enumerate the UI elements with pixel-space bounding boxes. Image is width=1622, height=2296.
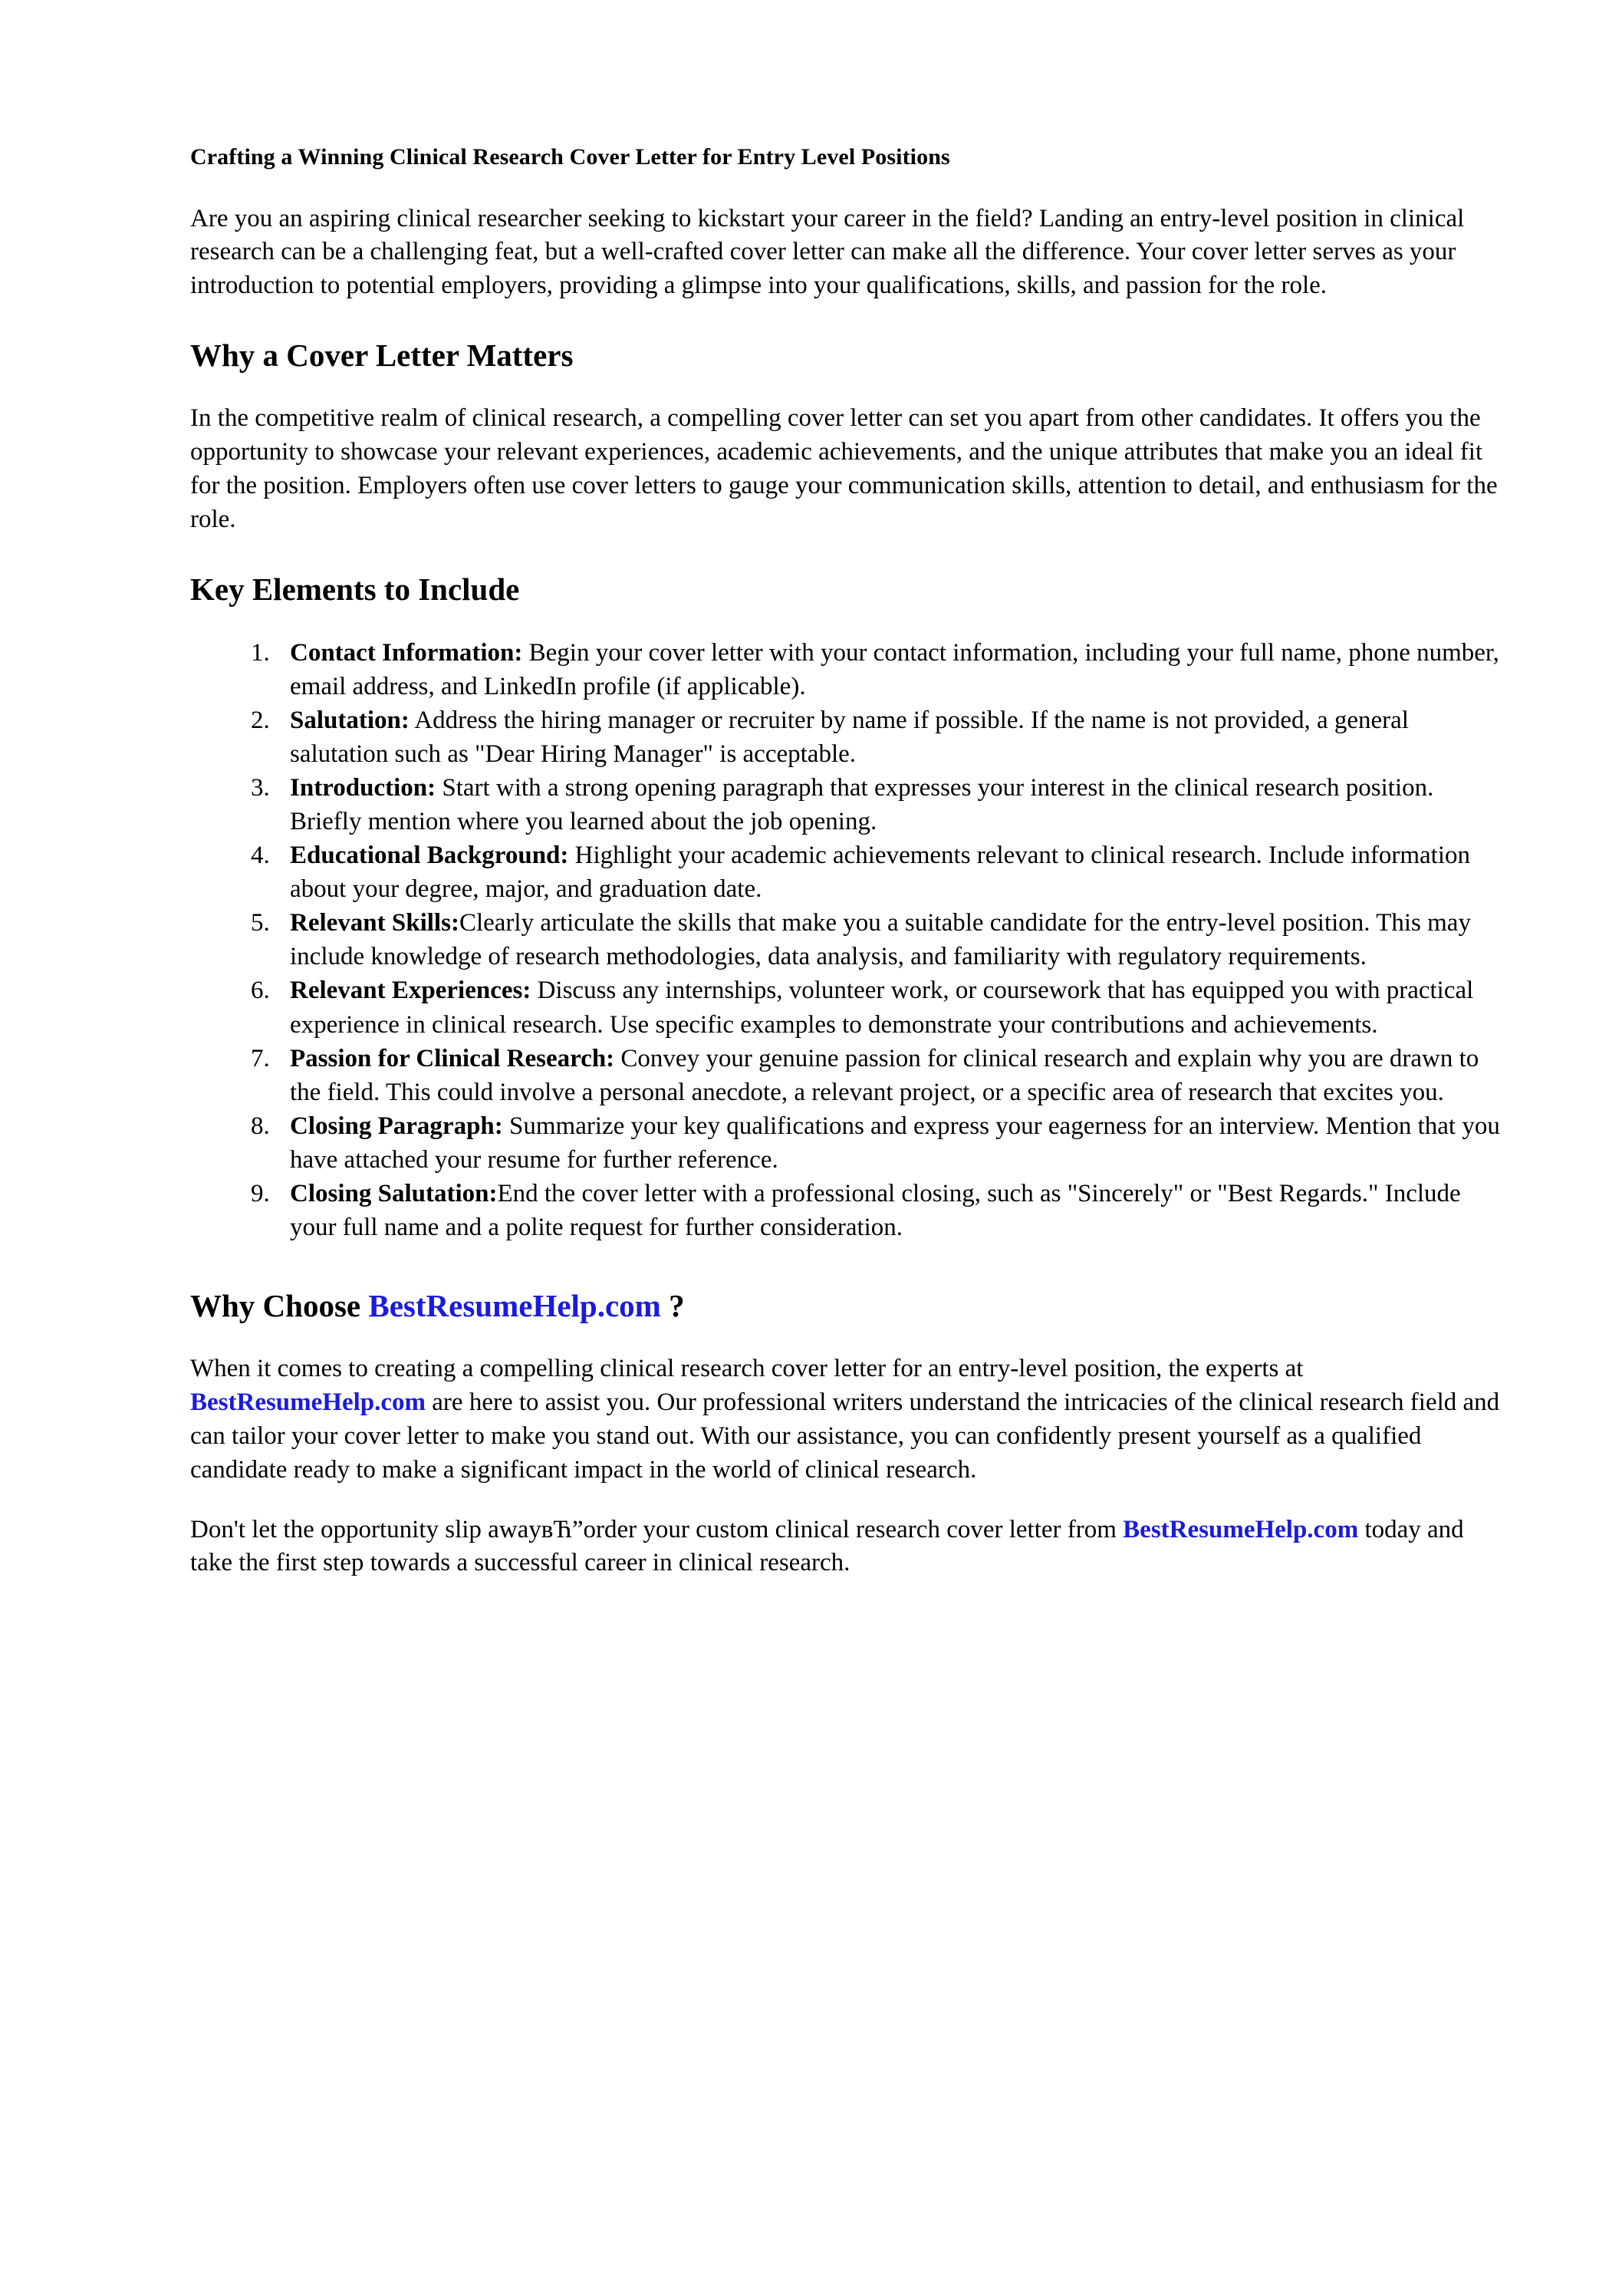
list-item-label: Salutation: bbox=[290, 707, 410, 735]
list-item bbox=[276, 1042, 1503, 1109]
list-item-text: Start with a strong opening paragraph that expresses your interest in the clinical research position. Briefly mention where you learned about the job opening. bbox=[290, 774, 1434, 836]
why-choose-heading-suffix: ? bbox=[660, 1287, 685, 1323]
list-item-text: Convey your genuine passion for clinical research and explain why you are drawn to the field. This could involve a personal anecdote, a relevant project, or a specific area of research that excites you. bbox=[290, 1044, 1479, 1106]
list-item-text: Address the hiring manager or recruiter by name if possible. If the name is not provided, a general salutation such as "Dear Hiring Manager" is acceptable. bbox=[290, 707, 1409, 769]
list-item-label: Educational Background: bbox=[290, 842, 569, 870]
list-item-text: Summarize your key qualifications and express your eagerness for an interview. Mention that you have attached your resume for further reference. bbox=[290, 1112, 1500, 1174]
list-item-label: Closing Salutation: bbox=[290, 1179, 498, 1207]
why-choose-p1-part1: When it comes to creating a compelling clinical research cover letter for an entry-level position, the experts at bbox=[190, 1355, 1304, 1383]
section-heading-key-elements: Key Elements to Include bbox=[190, 571, 520, 607]
list-item-label: Introduction: bbox=[290, 774, 436, 802]
key-elements-list bbox=[190, 636, 1503, 1244]
section-heading-why-matters: Why a Cover Letter Matters bbox=[190, 338, 574, 374]
why-choose-heading-prefix: Why Choose bbox=[190, 1287, 369, 1323]
list-item-label: Contact Information: bbox=[290, 639, 523, 667]
intro-paragraph: Are you an aspiring clinical researcher seeking to kickstart your career in the field? Landing an entry-level position in clinical research can be a challenging feat, but a well-crafted cover letter can make all the difference. Your cover letter serves as your introduction to potential employers, providing a glimpse into your qualifications, skills, and passion for the role. bbox=[190, 204, 1465, 300]
section-heading-why-choose bbox=[190, 1287, 1503, 1325]
list-item bbox=[276, 771, 1503, 838]
list-item bbox=[276, 838, 1503, 906]
list-item-label: Passion for Clinical Research: bbox=[290, 1044, 615, 1072]
list-item-label: Relevant Skills: bbox=[290, 909, 459, 937]
why-choose-p2-part1: Don't let the opportunity slip awayвЋ”order your custom clinical research cover letter from bbox=[190, 1515, 1124, 1543]
list-item bbox=[276, 1177, 1503, 1244]
list-item-text: End the cover letter with a professional closing, such as "Sincerely" or "Best Regards." Include your full name and a polite request for further consideration. bbox=[290, 1179, 1461, 1241]
page-title: Crafting a Winning Clinical Research Cover Letter for Entry Level Positions bbox=[190, 144, 950, 170]
list-item-label: Closing Paragraph: bbox=[290, 1112, 503, 1140]
list-item-text: Begin your cover letter with your contact information, including your full name, phone number, email address, and LinkedIn profile (if applicable). bbox=[290, 639, 1499, 701]
list-item-text: Highlight your academic achievements relevant to clinical research. Include information about your degree, major, and graduation date. bbox=[290, 842, 1471, 904]
bestresumehelp-link-paragraph-1[interactable]: BestResumeHelp.com bbox=[190, 1388, 426, 1416]
bestresumehelp-link-paragraph-2[interactable]: BestResumeHelp.com bbox=[1123, 1515, 1359, 1543]
why-choose-p1-part2: are here to assist you. Our professional writers understand the intricacies of the clinical research field and can tailor your cover letter to make you stand out. With our assistance, you can confidently present yourself as a qualified candidate ready to make a significant impact in the world of clinical research. bbox=[190, 1388, 1500, 1484]
why-matters-paragraph: In the competitive realm of clinical research, a compelling cover letter can set you apart from other candidates. It offers you the opportunity to showcase your relevant experiences, academic achievements, and the unique attributes that make you an ideal fit for the position. Employers often use cover letters to gauge your communication skills, attention to detail, and enthusiasm for the role. bbox=[190, 404, 1498, 533]
why-choose-p2-part2: today and take the first step towards a successful career in clinical research. bbox=[190, 1515, 1464, 1577]
list-item bbox=[276, 636, 1503, 703]
list-item-text: Clearly articulate the skills that make you a suitable candidate for the entry-level position. This may include knowledge of research methodologies, data analysis, and familiarity with regulatory requirements. bbox=[290, 909, 1471, 971]
list-item-text: Discuss any internships, volunteer work, or coursework that has equipped you with practical experience in clinical research. Use specific examples to demonstrate your contributions and achievements. bbox=[290, 977, 1474, 1039]
list-item bbox=[276, 703, 1503, 771]
list-item bbox=[276, 906, 1503, 973]
list-item bbox=[276, 973, 1503, 1041]
why-choose-paragraph-2 bbox=[190, 1514, 1503, 1581]
list-item-label: Relevant Experiences: bbox=[290, 977, 531, 1005]
bestresumehelp-link-heading[interactable]: BestResumeHelp.com bbox=[368, 1287, 661, 1323]
list-item bbox=[276, 1109, 1503, 1177]
why-choose-paragraph-1 bbox=[190, 1352, 1503, 1487]
